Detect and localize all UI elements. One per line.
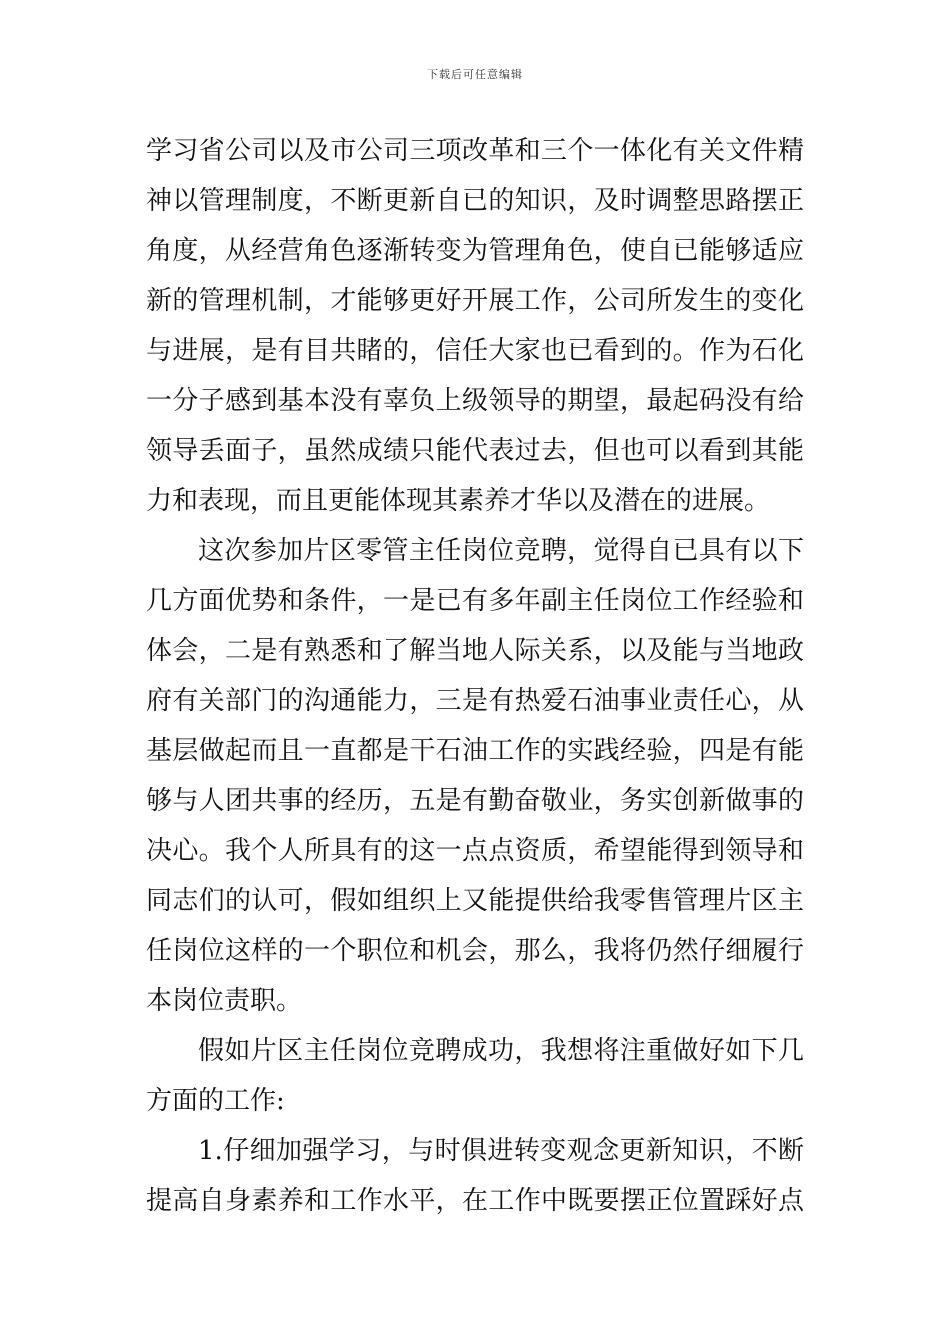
text-line: 体会，二是有熟悉和了解当地人际关系，以及能与当地政: [146, 636, 804, 666]
text-line: 任岗位这样的一个职位和机会，那么，我将仍然仔细履行: [146, 936, 804, 966]
text-line: 力和表现，而且更能体现其素养才华以及潜在的进展。: [146, 486, 771, 516]
text-line: 基层做起而且一直都是干石油工作的实践经验，四是有能: [146, 736, 804, 766]
text-line: 本岗位责职。: [146, 986, 303, 1016]
text-line: 角度，从经营角色逐渐转变为管理角色，使自已能够适应: [146, 236, 804, 266]
text-line: 神以管理制度，不断更新自已的知识，及时调整思路摆正: [146, 186, 804, 216]
text-line: 与进展，是有目共睹的，信任大家也已看到的。作为石化: [146, 336, 804, 366]
text-line: 够与人团共事的经历，五是有勤奋敬业，务实创新做事的: [146, 786, 804, 816]
header-note: 下载后可任意编辑: [427, 68, 523, 81]
text-line: 同志们的认可，假如组织上又能提供给我零售管理片区主: [146, 886, 804, 916]
list-item-first-line: 1.仔细加强学习，与时俱进转变观念更新知识，不断: [198, 1136, 804, 1166]
text-line: 新的管理机制，才能够更好开展工作，公司所发生的变化: [146, 286, 804, 316]
text-line: 决心。我个人所具有的这一点点资质，希望能得到领导和: [146, 836, 804, 866]
text-line: 领导丢面子，虽然成绩只能代表过去，但也可以看到其能: [146, 436, 804, 466]
text-line: 府有关部门的沟通能力，三是有热爱石油事业责任心，从: [146, 686, 804, 716]
text-line: 提高自身素养和工作水平，在工作中既要摆正位置踩好点: [146, 1186, 804, 1216]
text-line: 方面的工作:: [146, 1086, 285, 1116]
text-line: 一分子感到基本没有辜负上级领导的期望，最起码没有给: [146, 386, 804, 416]
text-line: 几方面优势和条件，一是已有多年副主任岗位工作经验和: [146, 586, 804, 616]
text-line: 学习省公司以及市公司三项改革和三个一体化有关文件精: [146, 136, 804, 166]
paragraph-first-line: 假如片区主任岗位竞聘成功，我想将注重做好如下几: [198, 1036, 804, 1066]
paragraph-first-line: 这次参加片区零管主任岗位竞聘，觉得自已具有以下: [198, 536, 804, 566]
